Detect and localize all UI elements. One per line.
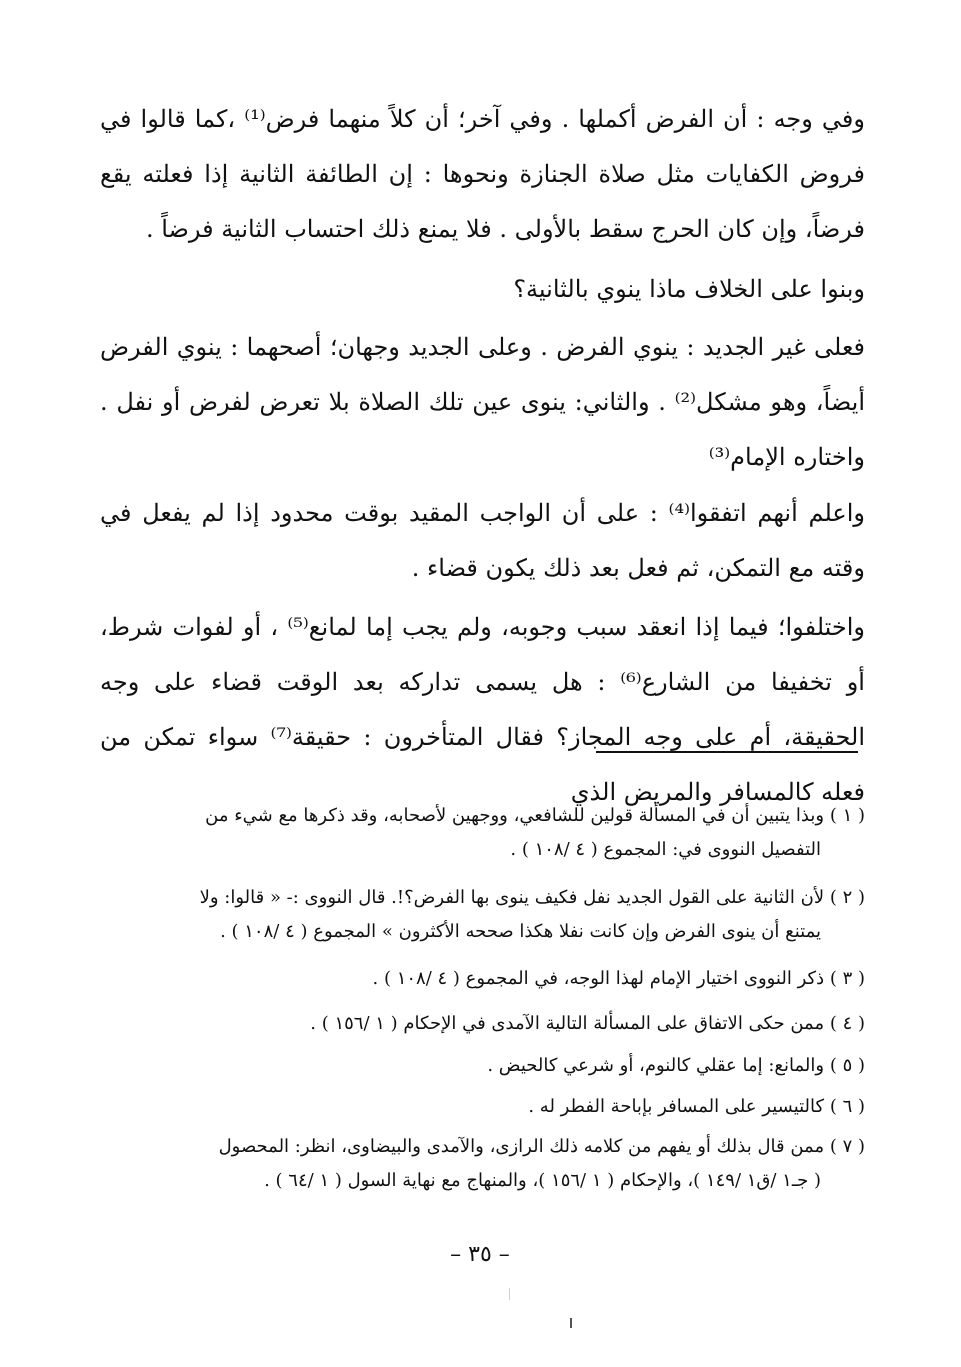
footnote-text: ممن حكى الاتفاق على المسألة التالية الآمدى في الإحكام ( ١ /١٥٦ ) . bbox=[310, 1013, 825, 1034]
footnote-text: لأن الثانية على القول الجديد نفل فكيف ينوى بها الفرض؟!. قال النووى :- « قالوا: ولا bbox=[199, 887, 825, 908]
paragraph-4: واعلم أنهم اتفقوا⁽⁴⁾ : على أن الواجب المقيد بوقت محدود إذا لم يفعل في وقته مع التمكن، ثم فعل بعد ذلك يكون قضاء . bbox=[100, 499, 865, 582]
footnote-2 bbox=[100, 881, 865, 949]
footnote-3 bbox=[100, 962, 865, 996]
footnote-number: ( ٧ ) bbox=[829, 1136, 865, 1157]
footnote-1 bbox=[100, 799, 865, 867]
footnote-text: والمانع: إما عقلي كالنوم، أو شرعي كالحيض . bbox=[487, 1055, 825, 1076]
paragraph-2: وبنوا على الخلاف ماذا ينوي بالثانية؟ bbox=[513, 275, 865, 303]
footnote-5 bbox=[100, 1049, 865, 1083]
page-number: – ٣٥ – bbox=[450, 1242, 510, 1267]
footnote-text: ذكر النووى اختيار الإمام لهذا الوجه، في المجموع ( ٤ /١٠٨ ) . bbox=[372, 968, 825, 989]
paragraph-3: فعلى غير الجديد : ينوي الفرض . وعلى الجديد وجهان؛ أصحهما : ينوي الفرض أيضاً، وهو مشكل⁽²⁾ . والثاني: ينوى عين تلك الصلاة بلا تعرض لفرض أو نفل . واختاره الإمام⁽³⁾ bbox=[100, 333, 865, 471]
footnote-4 bbox=[100, 1007, 865, 1041]
footnote-text: كالتيسير على المسافر بإباحة الفطر له . bbox=[528, 1096, 825, 1117]
footnote-continuation: التفصيل النووى في: المجموع ( ٤ /١٠٨ ) . bbox=[510, 839, 821, 860]
footnote-number: ( ٦ ) bbox=[829, 1096, 865, 1117]
paragraph-1: وفي وجه : أن الفرض أكملها . وفي آخر؛ أن كلاً منهما فرض⁽¹⁾ ،كما قالوا في فروض الكفايات مثل صلاة الجنازة ونحوها : إن الطائفة الثانية إذا فعلته يقع فرضاً، وإن كان الحرج سقط بالأولى . فلا يمنع ذلك احتساب الثانية فرضاً . bbox=[100, 105, 865, 243]
scan-mark bbox=[509, 1288, 510, 1300]
paragraph-5: واختلفوا؛ فيما إذا انعقد سبب وجوبه، ولم يجب إما لمانع⁽⁵⁾ ، أو لفوات شرط، أو تخفيفا من الشارع⁽⁶⁾ : هل يسمى تداركه بعد الوقت قضاء على وجه الحقيقة، أم على وجه المجاز؟ فقال المتأخرون : حقيقة⁽⁷⁾ سواء تمكن من فعله كالمسافر والمريض الذي bbox=[100, 613, 865, 806]
footnote-number: ( ٢ ) bbox=[829, 887, 865, 908]
footnote-number: ( ٤ ) bbox=[829, 1013, 865, 1034]
footnote-6 bbox=[100, 1090, 865, 1124]
footnote-number: ( ١ ) bbox=[829, 805, 865, 826]
footnote-continuation: ( جـ١ /ق١ /١٤٩ )، والإحكام ( ١ /١٥٦ )، والمنهاج مع نهاية السول ( ١ /٦٤ ) . bbox=[264, 1170, 821, 1191]
footnote-divider bbox=[596, 751, 858, 753]
footnote-number: ( ٣ ) bbox=[829, 968, 865, 989]
scan-mark bbox=[570, 1318, 572, 1328]
footnote-text: ممن قال بذلك أو يفهم من كلامه ذلك الرازى، والآمدى والبيضاوى، انظر: المحصول bbox=[218, 1136, 825, 1157]
footnote-continuation: يمتنع أن ينوى الفرض وإن كانت نفلا هكذا صححه الأكثرون » المجموع ( ٤ /١٠٨ ) . bbox=[220, 921, 821, 942]
footnote-text: وبذا يتبين أن في المسألة قولين للشافعي، ووجهين لأصحابه، وقد ذكرها مع شيء من bbox=[205, 805, 825, 826]
footnote-7 bbox=[100, 1130, 865, 1198]
footnote-number: ( ٥ ) bbox=[829, 1055, 865, 1076]
